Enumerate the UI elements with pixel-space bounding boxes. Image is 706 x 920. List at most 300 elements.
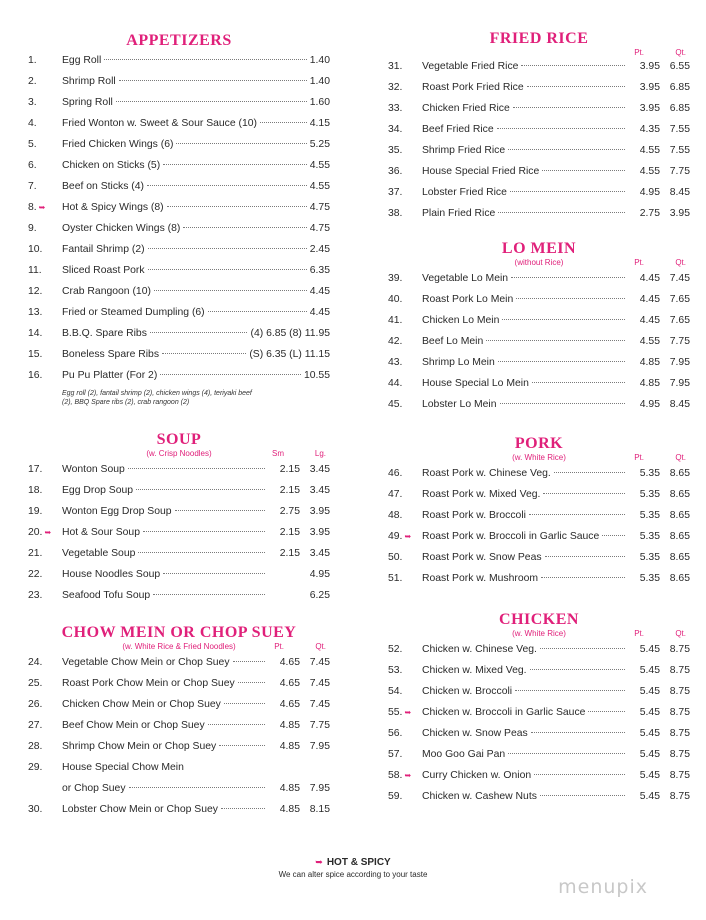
item-name: Roast Pork w. Broccoli in Garlic Sauce (422, 531, 600, 542)
item-name: Vegetable Chow Mein or Chop Suey (62, 657, 230, 668)
item-price-small: 2.75 (639, 208, 660, 219)
item-name: Wonton Soup (62, 464, 125, 475)
dot-leader (529, 513, 625, 515)
dot-leader (502, 318, 625, 320)
item-price-small: 3.95 (639, 82, 660, 93)
dot-leader (176, 142, 306, 144)
dot-leader (154, 289, 307, 291)
item-number (388, 765, 422, 786)
item-number-text: 54. (388, 686, 403, 697)
menu-item (28, 134, 330, 155)
item-number-text: 11. (28, 265, 42, 276)
item-number (388, 463, 422, 484)
item-name: Hot & Spicy Wings (8) (62, 202, 164, 213)
menu-item (28, 302, 330, 323)
dot-leader (545, 555, 625, 557)
menu-item (388, 140, 690, 161)
item-number-text: 26. (28, 699, 43, 710)
chili-icon: ➥ (44, 528, 52, 537)
item-number-text: 12. (28, 286, 43, 297)
menu-item (28, 218, 330, 239)
item-number-text: 50. (388, 552, 403, 563)
menu-item (28, 197, 330, 218)
item-number-text: 6. (28, 160, 37, 171)
item-name: Vegetable Soup (62, 548, 136, 559)
pork-col-pint: Pt. (634, 453, 644, 462)
chow-col-pint: Pt. (274, 642, 284, 651)
item-name: Chicken Lo Mein (422, 315, 500, 326)
item-name: Boneless Spare Ribs (62, 349, 160, 360)
item-name: House Special Fried Rice (422, 166, 540, 177)
dot-leader (511, 276, 625, 278)
menu-item (388, 394, 690, 415)
item-price-large: 8.75 (669, 791, 690, 802)
item-price-small: 4.85 (639, 378, 660, 389)
item-price: 4.15 (309, 118, 330, 129)
chili-icon: ➥ (38, 203, 46, 212)
item-number-text: 23. (28, 590, 43, 601)
item-number (28, 134, 62, 155)
soup-col-large: Lg. (314, 449, 326, 458)
menu-item (388, 568, 690, 589)
item-name: Hot & Sour Soup (62, 527, 140, 538)
item-price-large: 7.75 (669, 166, 690, 177)
item-number-text: 52. (388, 644, 403, 655)
menu-item (28, 323, 330, 344)
item-price-small: 5.35 (639, 468, 660, 479)
item-number-text: 32. (388, 82, 403, 93)
lo-mein-list (388, 268, 690, 415)
soup-subtitle: (w. Crisp Noodles) (146, 449, 212, 458)
item-name: Fried Chicken Wings (6) (62, 139, 174, 150)
item-price-small: 5.35 (639, 489, 660, 500)
dot-leader (513, 106, 625, 108)
item-number-text: 56. (388, 728, 403, 739)
menu-item (388, 463, 690, 484)
item-number-text: 3. (28, 97, 37, 108)
item-price: 10.55 (303, 370, 330, 381)
item-price-large: 8.65 (669, 468, 690, 479)
item-price-large: 8.15 (309, 804, 330, 815)
item-name: Lobster Chow Mein or Chop Suey (62, 804, 218, 815)
hot-spicy-legend (0, 856, 706, 869)
menu-item (388, 744, 690, 765)
item-name: Roast Pork w. Snow Peas (422, 552, 542, 563)
item-number-text: 47. (388, 489, 403, 500)
item-number (28, 71, 62, 92)
item-number-text: 35. (388, 145, 403, 156)
appetizers-section (28, 32, 330, 407)
item-price-large: 8.75 (669, 644, 690, 655)
menu-item (28, 652, 330, 673)
item-number (388, 786, 422, 807)
dot-leader (128, 467, 265, 469)
item-number-text: 25. (28, 678, 43, 689)
item-price-small: 2.15 (279, 485, 300, 496)
item-number (388, 98, 422, 119)
item-number (388, 373, 422, 394)
item-price-small: 3.95 (639, 61, 660, 72)
item-number (388, 77, 422, 98)
item-number (388, 484, 422, 505)
dot-leader (540, 794, 625, 796)
item-price-small: 3.95 (639, 103, 660, 114)
menu-item (388, 681, 690, 702)
item-number (388, 723, 422, 744)
dot-leader (129, 786, 265, 788)
soup-title: SOUP (156, 431, 202, 448)
item-number-text: 41. (388, 315, 403, 326)
item-name: Shrimp Fried Rice (422, 145, 506, 156)
dot-leader (233, 660, 265, 662)
item-number (28, 92, 62, 113)
item-name: Shrimp Roll (62, 76, 116, 87)
fried-rice-title: FRIED RICE (489, 30, 589, 47)
item-price-large: 7.95 (309, 783, 330, 794)
item-price-large: 6.25 (309, 590, 330, 601)
soup-list (28, 459, 330, 606)
left-column (28, 32, 330, 820)
dot-leader (119, 79, 307, 81)
item-number-text: 42. (388, 336, 403, 347)
item-number-text: 5. (28, 139, 37, 150)
item-number (28, 522, 62, 543)
dot-leader (508, 148, 625, 150)
dot-leader (260, 121, 307, 123)
item-number-text: 37. (388, 187, 403, 198)
item-price-small: 2.15 (279, 548, 300, 559)
item-number (388, 119, 422, 140)
item-number (388, 56, 422, 77)
item-price-large: 8.75 (669, 728, 690, 739)
item-number-text: 10. (28, 244, 43, 255)
item-number-text: 9. (28, 223, 37, 234)
menu-item (28, 260, 330, 281)
lo-mein-subtitle: (without Rice) (514, 258, 564, 267)
menu-item (388, 526, 690, 547)
item-price-small: 5.35 (639, 531, 660, 542)
menu-item (388, 639, 690, 660)
item-number (28, 585, 62, 606)
item-number (28, 757, 62, 778)
soup-col-small: Sm (272, 449, 284, 458)
item-name: Vegetable Lo Mein (422, 273, 509, 284)
item-number (28, 155, 62, 176)
item-price-small: 4.45 (639, 315, 660, 326)
dot-leader (138, 551, 265, 553)
chow-col-quart: Qt. (315, 642, 326, 651)
item-price-large: 7.45 (309, 657, 330, 668)
item-name: Roast Pork Chow Mein or Chop Suey (62, 678, 235, 689)
item-number-text: 8. (28, 202, 37, 213)
item-name: Roast Pork w. Chinese Veg. (422, 468, 551, 479)
dot-leader (167, 205, 307, 207)
item-name: Vegetable Fried Rice (422, 61, 519, 72)
item-name: Chicken w. Broccoli (422, 686, 513, 697)
chicken-list (388, 639, 690, 807)
menu-item (388, 786, 690, 807)
item-number (388, 526, 422, 547)
item-name: Oyster Chicken Wings (8) (62, 223, 181, 234)
item-price-large: 8.75 (669, 770, 690, 781)
item-number-text: 40. (388, 294, 403, 305)
item-price: 6.35 (309, 265, 330, 276)
item-number-text: 51. (388, 573, 403, 584)
menu-item (388, 56, 690, 77)
dot-leader (498, 211, 625, 213)
item-name: House Special Chow Mein (62, 762, 184, 773)
item-number-text: 38. (388, 208, 403, 219)
item-price-small: 4.65 (279, 657, 300, 668)
dot-leader (238, 681, 265, 683)
item-number (28, 239, 62, 260)
item-number-text: 34. (388, 124, 403, 135)
item-price-large: 8.75 (669, 686, 690, 697)
item-number (28, 673, 62, 694)
item-name: Plain Fried Rice (422, 208, 496, 219)
item-price-small: 5.45 (639, 770, 660, 781)
fried-rice-list (388, 56, 690, 224)
item-price: 1.40 (309, 76, 330, 87)
menu-item (28, 673, 330, 694)
item-number-text: 33. (388, 103, 403, 114)
chili-icon: ➥ (315, 857, 323, 867)
item-price-large: 3.45 (309, 548, 330, 559)
hot-spicy-label: HOT & SPICY (326, 857, 391, 868)
item-price-small: 4.55 (639, 336, 660, 347)
item-price-large: 8.65 (669, 489, 690, 500)
item-price-large: 7.45 (309, 699, 330, 710)
item-name: Crab Rangoon (10) (62, 286, 151, 297)
menu-item (28, 239, 330, 260)
item-number (28, 365, 62, 386)
menu-item (28, 501, 330, 522)
chicken-col-quart: Qt. (675, 629, 686, 638)
item-number-text: 27. (28, 720, 43, 731)
menu-item (388, 331, 690, 352)
item-name: Egg Drop Soup (62, 485, 134, 496)
soup-section (28, 431, 330, 606)
menu-item (28, 736, 330, 757)
dot-leader (163, 572, 265, 574)
item-price-small: 4.85 (279, 783, 300, 794)
menu-item (28, 543, 330, 564)
lo-mein-col-quart: Qt. (675, 258, 686, 267)
item-name: Roast Pork w. Mixed Veg. (422, 489, 541, 500)
item-number (388, 268, 422, 289)
menupix-watermark: menupix (558, 876, 648, 898)
dot-leader (531, 731, 625, 733)
item-name: Sliced Roast Pork (62, 265, 145, 276)
item-name: Chicken on Sticks (5) (62, 160, 161, 171)
item-price-small: 2.15 (279, 527, 300, 538)
menu-item (28, 365, 330, 386)
item-number (28, 736, 62, 757)
item-price-large: 8.75 (669, 707, 690, 718)
dot-leader (530, 668, 625, 670)
menu-item (388, 268, 690, 289)
item-number (28, 715, 62, 736)
item-price-large: 7.95 (309, 741, 330, 752)
item-number-text: 39. (388, 273, 403, 284)
item-name: Fried or Steamed Dumpling (6) (62, 307, 205, 318)
item-price-small: 5.35 (639, 552, 660, 563)
item-price-large: 8.75 (669, 665, 690, 676)
item-price: 1.40 (309, 55, 330, 66)
item-name: Chicken w. Snow Peas (422, 728, 528, 739)
lo-mein-title: LO MEIN (501, 240, 577, 257)
menu-item (388, 119, 690, 140)
menu-item (28, 155, 330, 176)
dot-leader (497, 127, 625, 129)
menu-item (388, 765, 690, 786)
item-price-large: 3.45 (309, 485, 330, 496)
item-price-large: 6.85 (669, 82, 690, 93)
item-number (28, 281, 62, 302)
item-price-large: 4.95 (309, 569, 330, 580)
dot-leader (148, 247, 307, 249)
chow-section (28, 624, 330, 820)
item-price-small: 4.55 (639, 166, 660, 177)
item-price-small: 4.85 (279, 741, 300, 752)
item-number-text: 7. (28, 181, 37, 192)
dot-leader (516, 297, 625, 299)
menu-item (28, 92, 330, 113)
item-price-large: 7.55 (669, 145, 690, 156)
menu-item (28, 757, 330, 778)
item-price-large: 7.45 (669, 273, 690, 284)
item-number-text: 22. (28, 569, 43, 580)
item-price: 4.55 (309, 181, 330, 192)
item-price-large: 6.55 (669, 61, 690, 72)
dot-leader (486, 339, 625, 341)
item-number (28, 564, 62, 585)
dot-leader (521, 64, 625, 66)
chow-subtitle: (w. White Rice & Fried Noodles) (122, 642, 236, 651)
dot-leader (162, 352, 246, 354)
item-price-large: 8.65 (669, 510, 690, 521)
menu-item (28, 799, 330, 820)
item-price-small: 2.15 (279, 464, 300, 475)
menu-item (388, 203, 690, 224)
menu-item (28, 344, 330, 365)
menu-item (28, 715, 330, 736)
dot-leader (116, 100, 307, 102)
dot-leader (532, 381, 625, 383)
item-price-large: 7.95 (669, 378, 690, 389)
item-price-small: 5.35 (639, 573, 660, 584)
item-price-large: 8.45 (669, 187, 690, 198)
chicken-title: CHICKEN (499, 611, 579, 628)
item-name: Shrimp Lo Mein (422, 357, 495, 368)
fried-rice-section (388, 30, 690, 224)
item-price: (S) 6.35 (L) 11.15 (249, 349, 330, 360)
item-number-text: 2. (28, 76, 37, 87)
item-price-large: 8.65 (669, 531, 690, 542)
dot-leader (554, 471, 625, 473)
item-name: Shrimp Chow Mein or Chop Suey (62, 741, 217, 752)
item-number (28, 260, 62, 281)
item-price-small: 2.75 (279, 506, 300, 517)
item-number-text: 45. (388, 399, 403, 410)
menu-item (388, 352, 690, 373)
item-number-text: 58. (388, 770, 403, 781)
item-price-small: 5.45 (639, 749, 660, 760)
item-number (388, 702, 422, 723)
item-price-small: 4.45 (639, 294, 660, 305)
item-name: Moo Goo Gai Pan (422, 749, 506, 760)
item-number (388, 744, 422, 765)
appetizers-title: APPETIZERS (126, 32, 232, 49)
item-number (388, 660, 422, 681)
menu-item (388, 182, 690, 203)
item-number (28, 694, 62, 715)
item-number (28, 652, 62, 673)
item-number-text: 43. (388, 357, 403, 368)
item-price-small: 4.65 (279, 699, 300, 710)
item-number-text: 13. (28, 307, 43, 318)
item-price-large: 7.45 (309, 678, 330, 689)
menu-item (388, 77, 690, 98)
dot-leader (534, 773, 625, 775)
appetizers-list (28, 50, 330, 386)
menu-item (28, 694, 330, 715)
item-price-large: 8.45 (669, 399, 690, 410)
item-number-text: 15. (28, 349, 43, 360)
fried-rice-col-pint: Pt. (634, 48, 644, 57)
dot-leader (147, 184, 307, 186)
right-column (388, 30, 690, 807)
menu-item (388, 505, 690, 526)
item-number-text: 53. (388, 665, 403, 676)
menu-item (28, 522, 330, 543)
chili-icon: ➥ (404, 708, 412, 717)
dot-leader (541, 576, 625, 578)
item-number-text: 59. (388, 791, 403, 802)
dot-leader (175, 509, 265, 511)
item-number-text: 18. (28, 485, 43, 496)
menu-item (388, 289, 690, 310)
spice-note: We can alter spice according to your taste (278, 870, 428, 879)
dot-leader (143, 530, 265, 532)
item-number-text: 21. (28, 548, 43, 559)
dot-leader (540, 647, 625, 649)
item-price: 4.45 (309, 286, 330, 297)
item-price: 1.60 (309, 97, 330, 108)
item-price: 4.55 (309, 160, 330, 171)
item-price-small: 5.45 (639, 728, 660, 739)
pork-section (388, 435, 690, 589)
menu-item (28, 778, 330, 799)
item-number-text: 46. (388, 468, 403, 479)
dot-leader (224, 702, 265, 704)
item-price-large: 8.65 (669, 552, 690, 563)
item-number (28, 344, 62, 365)
item-price-small: 5.45 (639, 644, 660, 655)
dot-leader (148, 268, 307, 270)
item-name: Roast Pork Fried Rice (422, 82, 524, 93)
chili-icon: ➥ (404, 532, 412, 541)
dot-leader (527, 85, 625, 87)
menu-item (28, 281, 330, 302)
dot-leader (543, 492, 625, 494)
item-price: 2.45 (309, 244, 330, 255)
item-number (388, 140, 422, 161)
item-price-small: 4.45 (639, 273, 660, 284)
item-price-small: 4.85 (639, 357, 660, 368)
item-price: (4) 6.85 (8) 11.95 (250, 328, 330, 339)
menu-item (388, 161, 690, 182)
